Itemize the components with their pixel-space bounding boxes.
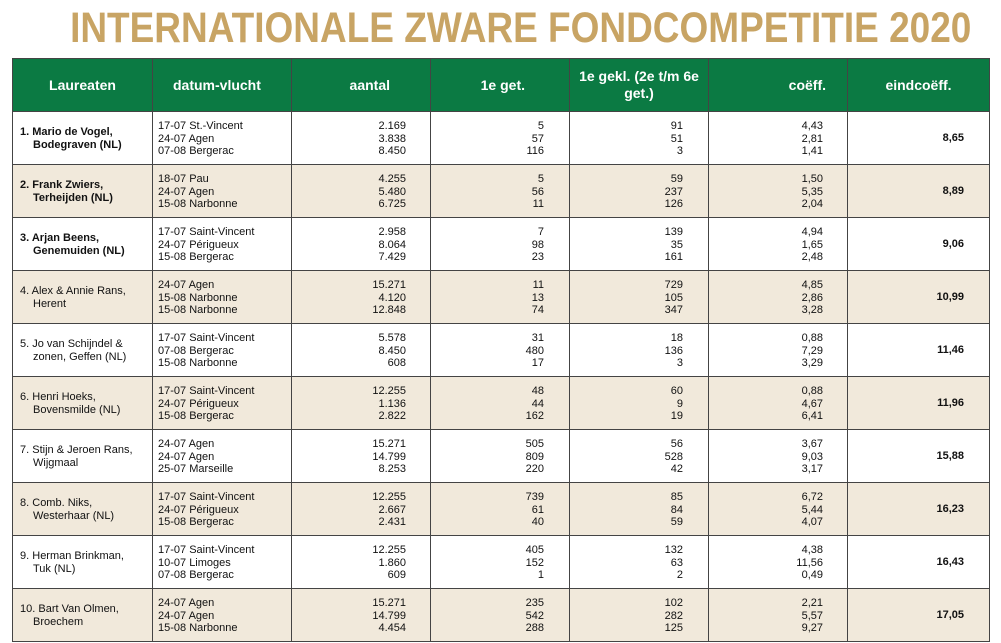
aantal-value: 3.838 xyxy=(378,132,406,145)
laureate-name-first: Alex & Annie Rans, xyxy=(31,285,126,297)
eindcoeff-value: 8,65 xyxy=(848,112,990,165)
aantal-value-cell xyxy=(292,271,431,324)
coeff-value: 9,27 xyxy=(801,622,823,635)
flight-date: 10-07 Limoges xyxy=(158,556,231,569)
first-get-value: 23 xyxy=(531,251,544,264)
coeff-value: 1,50 xyxy=(801,173,823,185)
first-get-value: 17 xyxy=(531,357,544,370)
first-gekl-value: 56 xyxy=(670,438,683,450)
coeff-value: 5,57 xyxy=(801,609,823,622)
laureate-name-location: Herent xyxy=(33,297,67,310)
flight-date: 15-08 Bergerac xyxy=(158,410,234,423)
first-get-value: 1 xyxy=(537,569,544,582)
first-get-value-cell xyxy=(431,536,570,589)
first-get-value: 31 xyxy=(531,332,544,344)
aantal-value-cell xyxy=(292,218,431,271)
first-gekl-value-cell xyxy=(570,165,709,218)
coeff-value-cell xyxy=(709,271,848,324)
aantal-value-cell xyxy=(292,430,431,483)
laureate-name-line1 xyxy=(20,391,152,404)
first-gekl-value: 35 xyxy=(670,238,683,251)
flight-date: 24-07 Agen xyxy=(158,597,215,609)
first-get-value: 162 xyxy=(525,410,544,423)
laureate-name xyxy=(13,483,153,536)
flight-date-cell xyxy=(153,324,292,377)
laureate-name-location: Broechem xyxy=(33,615,84,628)
header-1e-gekl-line2: (2e t/m 6e get.) xyxy=(624,68,699,101)
first-get-value-cell xyxy=(431,165,570,218)
aantal-value-cell xyxy=(292,589,431,642)
first-get-value: 7 xyxy=(537,226,544,238)
eindcoeff-value: 15,88 xyxy=(848,430,990,483)
first-gekl-value: 60 xyxy=(670,385,683,397)
aantal-value: 4.120 xyxy=(378,291,406,304)
laureate-rank: 3. xyxy=(20,232,30,244)
flight-date: 24-07 Agen xyxy=(158,279,215,291)
aantal-value: 14.799 xyxy=(372,609,406,622)
coeff-value: 3,29 xyxy=(801,357,823,370)
coeff-value: 11,56 xyxy=(796,556,823,569)
laureate-name-first: Bart Van Olmen, xyxy=(38,603,119,615)
header-1e-get: 1e get. xyxy=(431,59,570,112)
table-row xyxy=(13,589,990,642)
first-gekl-value: 59 xyxy=(670,516,683,529)
laureate-name-location: Wijgmaal xyxy=(33,456,79,469)
first-get-value: 739 xyxy=(525,491,544,503)
coeff-value: 4,94 xyxy=(801,226,823,238)
laureate-name-location: zonen, Geffen (NL) xyxy=(33,350,127,363)
laureate-rank: 5. xyxy=(20,338,30,350)
aantal-value: 15.271 xyxy=(372,438,406,450)
laureate-name-location: Genemuiden (NL) xyxy=(33,244,125,257)
first-gekl-value-cell xyxy=(570,430,709,483)
laureate-name-line1 xyxy=(20,126,152,139)
header-coeff: coëff. xyxy=(709,59,848,112)
first-gekl-value: 2 xyxy=(676,569,683,582)
first-get-value: 405 xyxy=(525,544,544,556)
coeff-value-cell xyxy=(709,324,848,377)
aantal-value: 4.454 xyxy=(378,622,406,635)
flight-date: 25-07 Marseille xyxy=(158,463,234,476)
eindcoeff-value: 16,23 xyxy=(848,483,990,536)
flight-date: 17-07 Saint-Vincent xyxy=(158,332,255,344)
first-get-value-cell xyxy=(431,589,570,642)
flight-date: 18-07 Pau xyxy=(158,173,209,185)
first-gekl-value: 161 xyxy=(664,251,683,264)
aantal-value: 2.431 xyxy=(378,516,406,529)
aantal-value: 2.169 xyxy=(378,120,406,132)
laureate-rank: 4. xyxy=(20,285,30,297)
aantal-value: 1.860 xyxy=(378,556,406,569)
first-gekl-value: 9 xyxy=(676,397,683,410)
aantal-value: 5.480 xyxy=(378,185,406,198)
first-gekl-value: 528 xyxy=(664,450,683,463)
laureate-name xyxy=(13,377,153,430)
first-get-value-cell xyxy=(431,218,570,271)
flight-date-cell xyxy=(153,483,292,536)
eindcoeff-value: 17,05 xyxy=(848,589,990,642)
coeff-value: 2,48 xyxy=(801,251,823,264)
aantal-value: 5.578 xyxy=(378,332,406,344)
aantal-value: 609 xyxy=(387,569,406,582)
first-get-value: 809 xyxy=(525,450,544,463)
first-gekl-value-cell xyxy=(570,271,709,324)
flight-date: 15-08 Narbonne xyxy=(158,304,238,317)
coeff-value: 6,72 xyxy=(801,491,823,503)
coeff-value: 0,88 xyxy=(801,332,823,344)
aantal-value: 8.253 xyxy=(378,463,406,476)
aantal-value: 2.822 xyxy=(378,410,406,423)
first-gekl-value-cell xyxy=(570,536,709,589)
table-row xyxy=(13,271,990,324)
laureate-name-first: Henri Hoeks, xyxy=(32,391,96,403)
eindcoeff-value: 16,43 xyxy=(848,536,990,589)
laureate-name-first: Herman Brinkman, xyxy=(32,550,124,562)
coeff-value: 3,17 xyxy=(801,463,823,476)
first-get-value: 5 xyxy=(537,120,544,132)
laureate-rank: 7. xyxy=(20,444,30,456)
first-gekl-value: 18 xyxy=(670,332,683,344)
first-get-value: 220 xyxy=(525,463,544,476)
header-1e-gekl-line1: 1e gekl. xyxy=(579,68,631,84)
laureate-rank: 8. xyxy=(20,497,30,509)
first-get-value: 288 xyxy=(525,622,544,635)
first-get-value-cell xyxy=(431,483,570,536)
laureate-name-first: Frank Zwiers, xyxy=(32,179,104,191)
first-get-value: 98 xyxy=(531,238,544,251)
coeff-value: 2,81 xyxy=(801,132,823,145)
table-row xyxy=(13,377,990,430)
first-get-value: 152 xyxy=(525,556,544,569)
coeff-value: 3,67 xyxy=(801,438,823,450)
laureate-name-line1 xyxy=(20,179,152,192)
laureate-name xyxy=(13,112,153,165)
coeff-value: 1,65 xyxy=(801,238,823,251)
first-gekl-value: 3 xyxy=(676,357,683,370)
header-row xyxy=(13,59,990,112)
aantal-value: 12.255 xyxy=(372,491,406,503)
flight-date-cell xyxy=(153,536,292,589)
flight-date: 24-07 Agen xyxy=(158,185,215,198)
aantal-value: 8.450 xyxy=(378,145,406,158)
laureate-name-first: Comb. Niks, xyxy=(32,497,93,509)
first-get-value: 61 xyxy=(531,503,544,516)
flight-date: 24-07 Périgueux xyxy=(158,238,239,251)
laureate-name xyxy=(13,324,153,377)
page-title: INTERNATIONALE ZWARE FONDCOMPETITIE 2020 xyxy=(70,4,972,52)
first-get-value: 48 xyxy=(531,385,544,397)
first-gekl-value: 729 xyxy=(664,279,683,291)
first-get-value: 56 xyxy=(531,185,544,198)
first-get-value: 5 xyxy=(537,173,544,185)
first-get-value: 480 xyxy=(525,344,544,357)
coeff-value: 9,03 xyxy=(801,450,823,463)
aantal-value: 1.136 xyxy=(378,397,406,410)
laureate-name-location: Bovensmilde (NL) xyxy=(33,403,121,416)
table-row xyxy=(13,112,990,165)
eindcoeff-value: 8,89 xyxy=(848,165,990,218)
laureate-rank: 9. xyxy=(20,550,30,562)
coeff-value: 5,35 xyxy=(801,185,823,198)
aantal-value: 8.450 xyxy=(378,344,406,357)
first-get-value: 542 xyxy=(525,609,544,622)
aantal-value-cell xyxy=(292,165,431,218)
first-get-value: 13 xyxy=(531,291,544,304)
flight-date: 24-07 Périgueux xyxy=(158,503,239,516)
aantal-value: 2.667 xyxy=(378,503,406,516)
first-gekl-value: 3 xyxy=(676,145,683,158)
header-laureaten: Laureaten xyxy=(13,59,153,112)
first-gekl-value: 84 xyxy=(670,503,683,516)
first-gekl-value: 63 xyxy=(670,556,683,569)
first-gekl-value-cell xyxy=(570,377,709,430)
flight-date: 24-07 Agen xyxy=(158,450,215,463)
first-get-value: 11 xyxy=(532,198,544,211)
coeff-value: 2,86 xyxy=(801,291,823,304)
flight-date: 07-08 Bergerac xyxy=(158,344,234,357)
flight-date-cell xyxy=(153,377,292,430)
laureate-name-first: Jo van Schijndel & xyxy=(32,338,123,350)
coeff-value: 6,41 xyxy=(801,410,823,423)
first-get-value-cell xyxy=(431,112,570,165)
flight-date-cell xyxy=(153,271,292,324)
coeff-value: 2,04 xyxy=(801,198,823,211)
flight-date: 15-08 Narbonne xyxy=(158,291,238,304)
flight-date: 17-07 Saint-Vincent xyxy=(158,544,255,556)
aantal-value: 12.255 xyxy=(372,385,406,397)
first-gekl-value-cell xyxy=(570,218,709,271)
flight-date: 17-07 St.-Vincent xyxy=(158,120,243,132)
header-1e-gekl xyxy=(570,59,709,112)
laureate-name xyxy=(13,271,153,324)
aantal-value-cell xyxy=(292,377,431,430)
header-eindcoeff: eindcoëff. xyxy=(848,59,990,112)
first-gekl-value: 237 xyxy=(664,185,683,198)
laureate-name xyxy=(13,218,153,271)
first-gekl-value: 51 xyxy=(670,132,683,145)
coeff-value-cell xyxy=(709,218,848,271)
first-get-value: 11 xyxy=(532,279,544,291)
laureate-name-location: Tuk (NL) xyxy=(33,562,76,575)
flight-date: 15-08 Narbonne xyxy=(158,198,238,211)
first-gekl-value-cell xyxy=(570,324,709,377)
aantal-value: 8.064 xyxy=(378,238,406,251)
laureate-name-line1 xyxy=(20,444,152,457)
coeff-value-cell xyxy=(709,589,848,642)
flight-date: 15-08 Bergerac xyxy=(158,251,234,264)
laureate-rank: 10. xyxy=(20,603,36,615)
flight-date-cell xyxy=(153,112,292,165)
coeff-value-cell xyxy=(709,430,848,483)
flight-date: 17-07 Saint-Vincent xyxy=(158,491,255,503)
laureate-name-line1 xyxy=(20,603,152,616)
aantal-value-cell xyxy=(292,536,431,589)
first-get-value-cell xyxy=(431,271,570,324)
aantal-value: 15.271 xyxy=(372,597,406,609)
coeff-value: 4,85 xyxy=(801,279,823,291)
laureate-name xyxy=(13,165,153,218)
aantal-value: 608 xyxy=(387,357,406,370)
aantal-value: 4.255 xyxy=(378,173,406,185)
flight-date: 07-08 Bergerac xyxy=(158,569,234,582)
first-gekl-value: 85 xyxy=(670,491,683,503)
aantal-value-cell xyxy=(292,324,431,377)
flight-date: 24-07 Agen xyxy=(158,438,215,450)
table-row xyxy=(13,430,990,483)
aantal-value: 2.958 xyxy=(378,226,406,238)
flight-date-cell xyxy=(153,589,292,642)
first-gekl-value: 105 xyxy=(664,291,683,304)
table-row xyxy=(13,536,990,589)
flight-date: 15-08 Bergerac xyxy=(158,516,234,529)
flight-date-cell xyxy=(153,165,292,218)
laureate-name-location: Bodegraven (NL) xyxy=(33,138,122,151)
laureate-name-line1 xyxy=(20,285,152,298)
first-gekl-value-cell xyxy=(570,112,709,165)
coeff-value: 5,44 xyxy=(801,503,823,516)
coeff-value: 4,43 xyxy=(801,120,823,132)
first-gekl-value: 347 xyxy=(664,304,683,317)
first-gekl-value: 126 xyxy=(664,198,683,211)
flight-date-cell xyxy=(153,430,292,483)
laureate-name-location: Terheijden (NL) xyxy=(33,191,113,204)
coeff-value: 3,28 xyxy=(801,304,823,317)
laureate-name-line1 xyxy=(20,232,152,245)
first-get-value: 116 xyxy=(526,145,544,158)
first-get-value: 44 xyxy=(531,397,544,410)
flight-date: 24-07 Périgueux xyxy=(158,397,239,410)
first-get-value: 235 xyxy=(525,597,544,609)
first-get-value-cell xyxy=(431,377,570,430)
coeff-value: 1,41 xyxy=(801,145,823,158)
header-aantal: aantal xyxy=(292,59,431,112)
first-gekl-value-cell xyxy=(570,589,709,642)
flight-date: 15-08 Narbonne xyxy=(158,622,238,635)
aantal-value: 15.271 xyxy=(372,279,406,291)
table-row xyxy=(13,218,990,271)
flight-date: 17-07 Saint-Vincent xyxy=(158,385,255,397)
first-gekl-value: 19 xyxy=(670,410,683,423)
table-row xyxy=(13,165,990,218)
coeff-value-cell xyxy=(709,377,848,430)
first-gekl-value: 282 xyxy=(664,609,683,622)
laureate-name-line1 xyxy=(20,550,152,563)
first-get-value: 57 xyxy=(531,132,544,145)
coeff-value-cell xyxy=(709,483,848,536)
first-gekl-value: 59 xyxy=(670,173,683,185)
coeff-value: 4,67 xyxy=(801,397,823,410)
first-gekl-value: 91 xyxy=(670,120,683,132)
laureate-name-first: Arjan Beens, xyxy=(31,232,100,244)
coeff-value-cell xyxy=(709,536,848,589)
laureate-rank: 1. xyxy=(20,126,30,138)
flight-date: 24-07 Agen xyxy=(158,609,215,622)
laureate-name-first: Mario de Vogel, xyxy=(32,126,113,138)
first-gekl-value: 125 xyxy=(664,622,683,635)
coeff-value: 0,49 xyxy=(801,569,823,582)
laureate-name xyxy=(13,430,153,483)
laureate-rank: 6. xyxy=(20,391,30,403)
coeff-value: 4,07 xyxy=(801,516,823,529)
aantal-value: 12.848 xyxy=(372,304,406,317)
flight-date: 15-08 Narbonne xyxy=(158,357,238,370)
first-gekl-value: 132 xyxy=(664,544,683,556)
aantal-value-cell xyxy=(292,112,431,165)
aantal-value: 14.799 xyxy=(372,450,406,463)
laureate-name-line1 xyxy=(20,338,152,351)
eindcoeff-value: 10,99 xyxy=(848,271,990,324)
aantal-value: 12.255 xyxy=(372,544,406,556)
coeff-value: 7,29 xyxy=(801,344,823,357)
laureate-rank: 2. xyxy=(20,179,30,191)
table-row xyxy=(13,483,990,536)
results-table xyxy=(12,58,990,642)
aantal-value-cell xyxy=(292,483,431,536)
coeff-value-cell xyxy=(709,112,848,165)
flight-date: 24-07 Agen xyxy=(158,132,215,145)
eindcoeff-value: 11,46 xyxy=(848,324,990,377)
laureate-name xyxy=(13,589,153,642)
header-datum-vlucht: datum-vlucht xyxy=(153,59,292,112)
first-get-value-cell xyxy=(431,430,570,483)
eindcoeff-value: 9,06 xyxy=(848,218,990,271)
first-gekl-value: 139 xyxy=(664,226,683,238)
first-gekl-value: 136 xyxy=(664,344,683,357)
coeff-value: 4,38 xyxy=(801,544,823,556)
first-get-value: 40 xyxy=(531,516,544,529)
laureate-name xyxy=(13,536,153,589)
first-gekl-value-cell xyxy=(570,483,709,536)
eindcoeff-value: 11,96 xyxy=(848,377,990,430)
first-gekl-value: 102 xyxy=(664,597,683,609)
first-get-value: 74 xyxy=(531,304,544,317)
laureate-name-line1 xyxy=(20,497,152,510)
flight-date: 07-08 Bergerac xyxy=(158,145,234,158)
table-row xyxy=(13,324,990,377)
coeff-value-cell xyxy=(709,165,848,218)
aantal-value: 6.725 xyxy=(378,198,406,211)
coeff-value: 2,21 xyxy=(801,597,823,609)
laureate-name-location: Westerhaar (NL) xyxy=(33,509,115,522)
aantal-value: 7.429 xyxy=(378,251,406,264)
first-gekl-value: 42 xyxy=(670,463,683,476)
coeff-value: 0,88 xyxy=(801,385,823,397)
first-get-value-cell xyxy=(431,324,570,377)
flight-date: 17-07 Saint-Vincent xyxy=(158,226,255,238)
first-get-value: 505 xyxy=(525,438,544,450)
flight-date-cell xyxy=(153,218,292,271)
laureate-name-first: Stijn & Jeroen Rans, xyxy=(32,444,133,456)
